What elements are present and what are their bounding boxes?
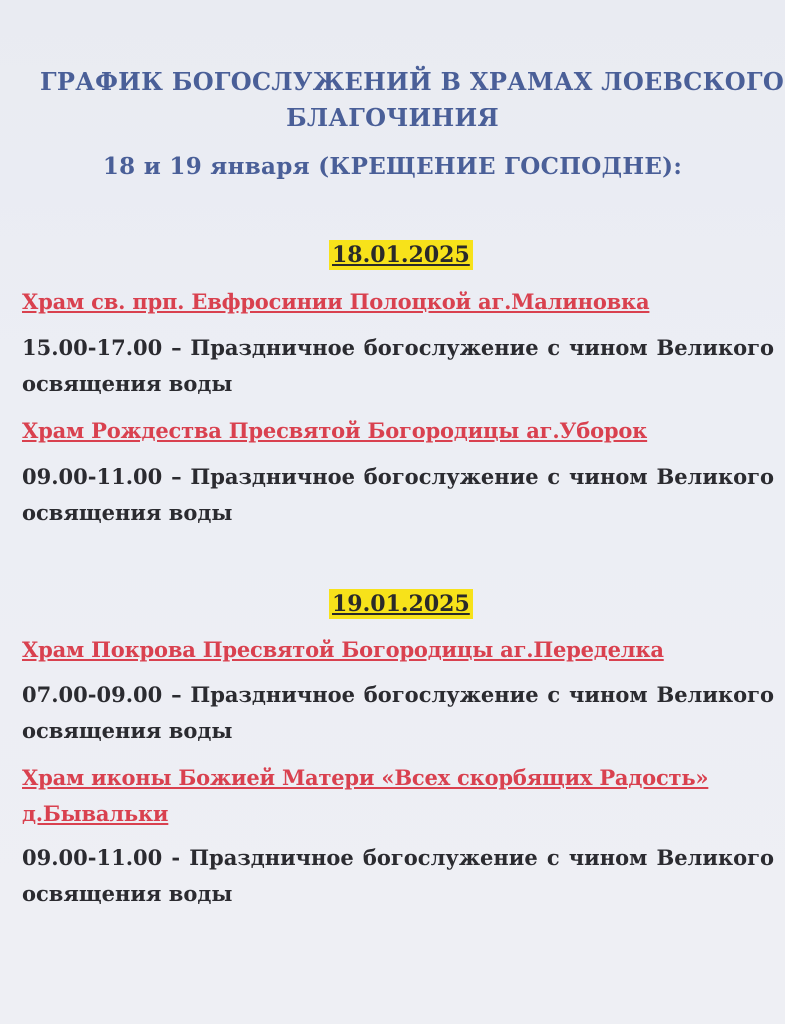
document-title-line1: ГРАФИК БОГОСЛУЖЕНИЙ В ХРАМАХ ЛОЕВСКОГО	[40, 67, 785, 96]
service-description-continuation: освящения воды	[22, 371, 233, 396]
service-description-continuation: освящения воды	[22, 500, 233, 525]
service-entry	[22, 459, 774, 531]
service-time-description: 09.00-11.00 - Праздничное богослужение с чином Великого	[22, 845, 774, 870]
service-entry	[22, 840, 774, 912]
document-subtitle: 18 и 19 января (КРЕЩЕНИЕ ГОСПОДНЕ):	[102, 153, 683, 180]
church-name: Храм св. прп. Евфросинии Полоцкой аг.Малиновка	[22, 289, 650, 314]
service-entry	[22, 330, 774, 402]
church-name-line2: д.Бывальки	[22, 801, 169, 826]
service-time-description: 09.00-11.00 – Праздничное богослужение с чином Великого	[22, 464, 774, 489]
church-name-line1: Храм иконы Божией Матери «Всех скорбящих Радость»	[22, 765, 709, 790]
church-name: Храм Покрова Пресвятой Богородицы аг.Переделка	[22, 637, 664, 662]
date-badge-day1: 18.01.2025	[329, 240, 473, 270]
service-time-description: 07.00-09.00 – Праздничное богослужение с чином Великого	[22, 682, 774, 707]
service-description-continuation: освящения воды	[22, 881, 233, 906]
service-description-continuation: освящения воды	[22, 718, 233, 743]
document-title-line2: БЛАГОЧИНИЯ	[286, 103, 499, 132]
service-entry	[22, 677, 774, 749]
date-badge-day2: 19.01.2025	[329, 589, 473, 619]
church-name: Храм Рождества Пресвятой Богородицы аг.Уборок	[22, 418, 648, 443]
service-time-description: 15.00-17.00 – Праздничное богослужение с чином Великого	[22, 335, 774, 360]
